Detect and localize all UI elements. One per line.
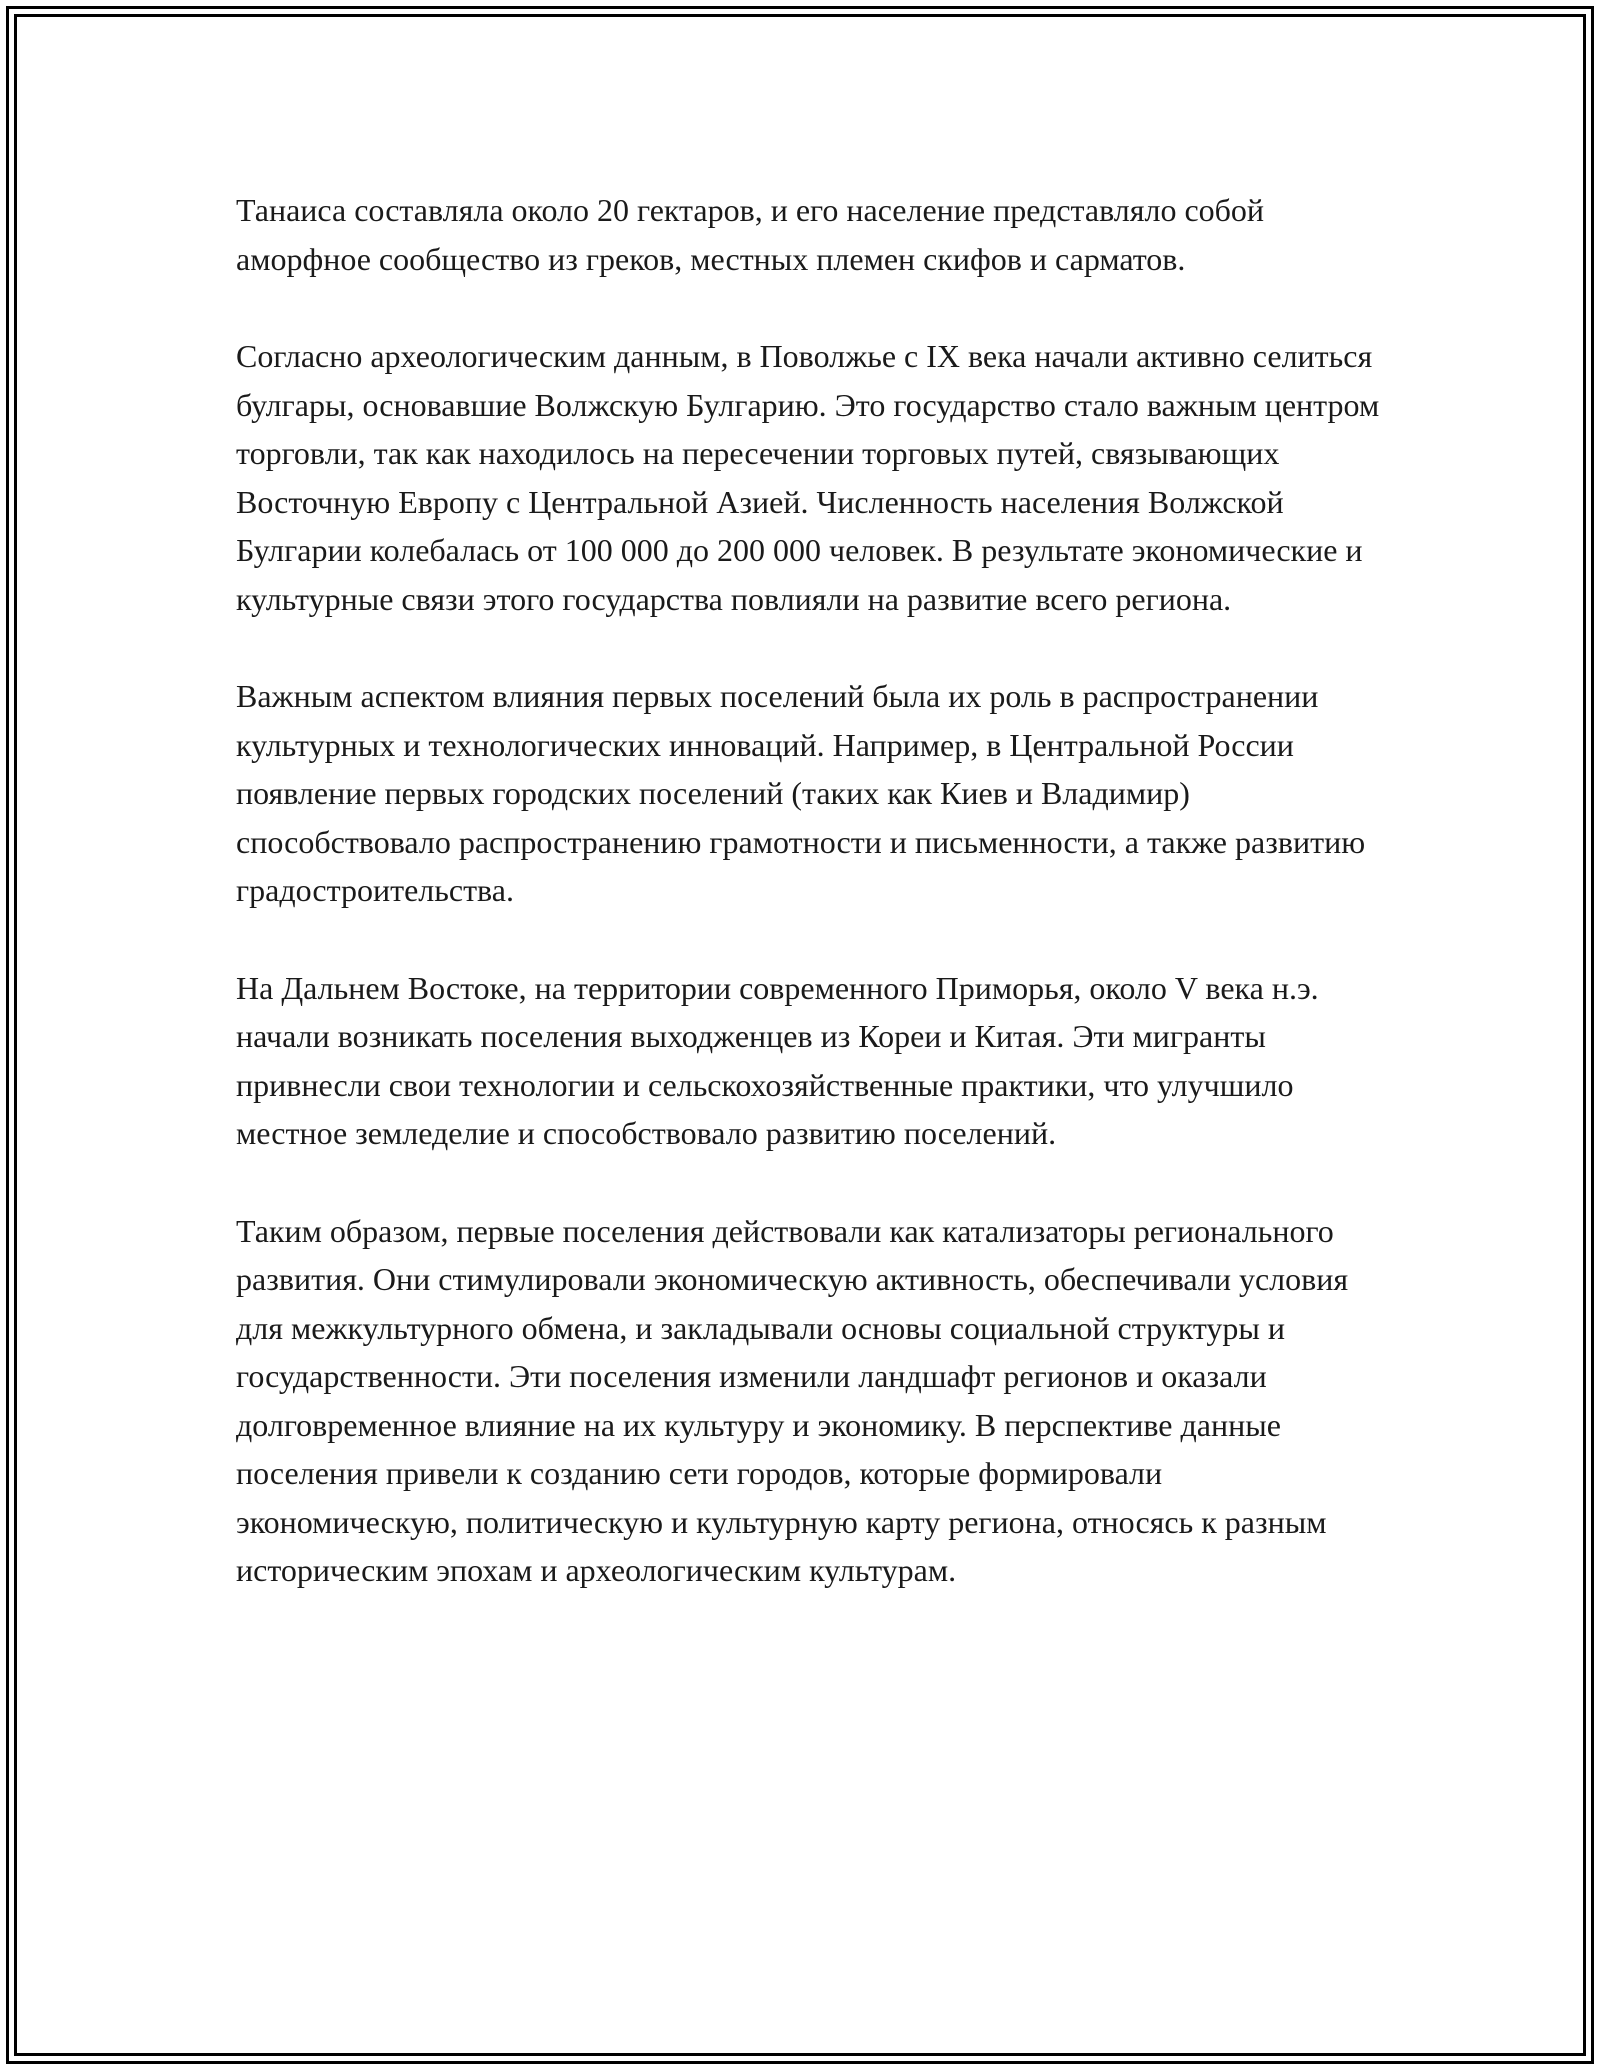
document-body: [236, 186, 1386, 1595]
paragraph-far-east: На Дальнем Востоке, на территории современного Приморья, около V века н.э. начали возникать поселения выходженцев из Кореи и Китая. Эти мигранты привнесли свои технологии и сельскохозяйственные практики, что улучшило местное земледелие и способствовало развитию поселений.: [236, 969, 1319, 1151]
paragraph-innovations: Важным аспектом влияния первых поселений была их роль в распространении культурных и технологических инноваций. Например, в Центральной России появление первых городских поселений (таких как Киев и Владимир) способствовало распространению грамотности и письменности, а также развитию градостроительства.: [236, 678, 1366, 908]
paragraph-tanais: Танаиса составляла около 20 гектаров, и его население представляло собой аморфное сообщество из греков, местных племен скифов и сарматов.: [236, 192, 1265, 277]
paragraph-volga-bulgaria: Согласно археологическим данным, в Поволжье с IX века начали активно селиться булгары, основавшие Волжскую Булгарию. Это государство стало важным центром торговли, так как находилось на пересечении торговых путей, связывающих Восточную Европу с Центральной Азией. Численность населения Волжской Булгарии колебалась от 100 000 до 200 000 человек. В результате экономические и культурные связи этого государства повлияли на развитие всего региона.: [236, 338, 1380, 617]
paragraph-conclusion: Таким образом, первые поселения действовали как катализаторы регионального развития. Они стимулировали экономическую активность, обеспечивали условия для межкультурного обмена, и закладывали основы социальной структуры и государственности. Эти поселения изменили ландшафт регионов и оказали долговременное влияние на их культуру и экономику. В перспективе данные поселения привели к созданию сети городов, которые формировали экономическую, политическую и культурную карту региона, относясь к разным историческим эпохам и археологическим культурам.: [236, 1212, 1349, 1588]
